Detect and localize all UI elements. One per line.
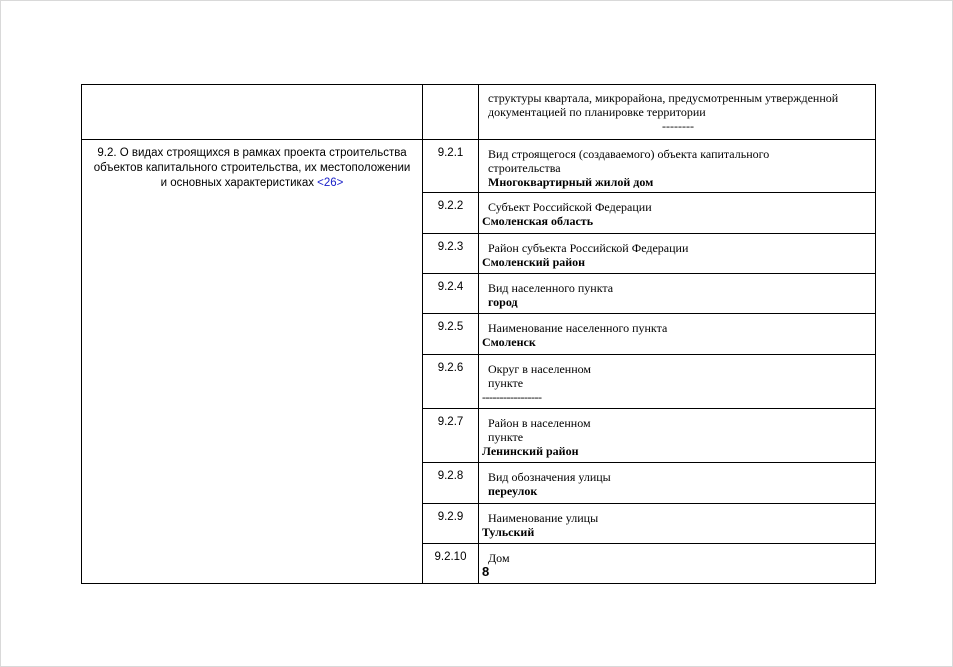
- row-number: 9.2.9: [423, 504, 479, 544]
- row-number: 9.2.4: [423, 274, 479, 314]
- field-value: Смоленская область: [482, 214, 594, 228]
- field-label: Субъект Российской Федерации: [488, 200, 652, 214]
- declaration-table: [81, 84, 876, 584]
- field-label: Наименование улицы: [488, 511, 599, 525]
- row-number: 9.2.3: [423, 234, 479, 274]
- footnote-link[interactable]: <26>: [317, 177, 344, 189]
- section-title: 9.2. О видах строящихся в рамках проекта строительства объектов капитального строительства, их местоположении и основных характеристиках: [93, 147, 411, 189]
- field-label: пункте: [488, 430, 524, 444]
- field-cell: [479, 193, 876, 234]
- field-cell: [479, 314, 876, 355]
- field-label: Вид строящегося (создаваемого) объекта капитального: [488, 147, 770, 161]
- field-label: Вид обозначения улицы: [488, 470, 611, 484]
- field-label: Дом: [488, 551, 510, 565]
- empty-cell: [82, 85, 423, 140]
- field-cell: [479, 504, 876, 544]
- row-number: 9.2.6: [423, 355, 479, 409]
- field-label: документацией по планировке территории: [488, 105, 706, 119]
- field-cell: [479, 234, 876, 274]
- field-value: Смоленский район: [482, 255, 586, 269]
- row-number: 9.2.1: [423, 140, 479, 193]
- field-value: Смоленск: [482, 335, 536, 349]
- field-label: пункте: [488, 376, 524, 390]
- field-label: Вид населенного пункта: [488, 281, 614, 295]
- field-value: город: [488, 295, 518, 309]
- field-label: Район субъекта Российской Федерации: [488, 241, 689, 255]
- table-row-continuation: [82, 85, 876, 140]
- field-value: Тульский: [482, 525, 535, 539]
- field-value: --------: [662, 119, 694, 133]
- field-value: 8: [482, 564, 490, 579]
- empty-cell: [423, 85, 479, 140]
- field-value: Многоквартирный жилой дом: [488, 175, 654, 189]
- field-cell: [479, 409, 876, 463]
- row-number: 9.2.8: [423, 463, 479, 504]
- field-cell: [479, 140, 876, 193]
- field-label: Округ в населенном: [488, 362, 591, 376]
- field-cell: [479, 355, 876, 409]
- field-value: -----------------: [482, 390, 542, 404]
- field-value: Ленинский район: [482, 444, 579, 458]
- field-label: структуры квартала, микрорайона, предусмотренным утвержденной: [488, 91, 839, 105]
- row-number: 9.2.2: [423, 193, 479, 234]
- field-cell: [479, 274, 876, 314]
- row-number: 9.2.10: [423, 544, 479, 584]
- row-number: 9.2.7: [423, 409, 479, 463]
- field-label: Наименование населенного пункта: [488, 321, 668, 335]
- row-number: 9.2.5: [423, 314, 479, 355]
- field-value: переулок: [488, 484, 538, 498]
- table-row: [82, 140, 876, 193]
- field-label: строительства: [488, 161, 561, 175]
- field-cell: [479, 544, 876, 584]
- field-cell: [479, 85, 876, 140]
- field-cell: [479, 463, 876, 504]
- field-label: Район в населенном: [488, 416, 591, 430]
- section-title-cell: [82, 140, 423, 584]
